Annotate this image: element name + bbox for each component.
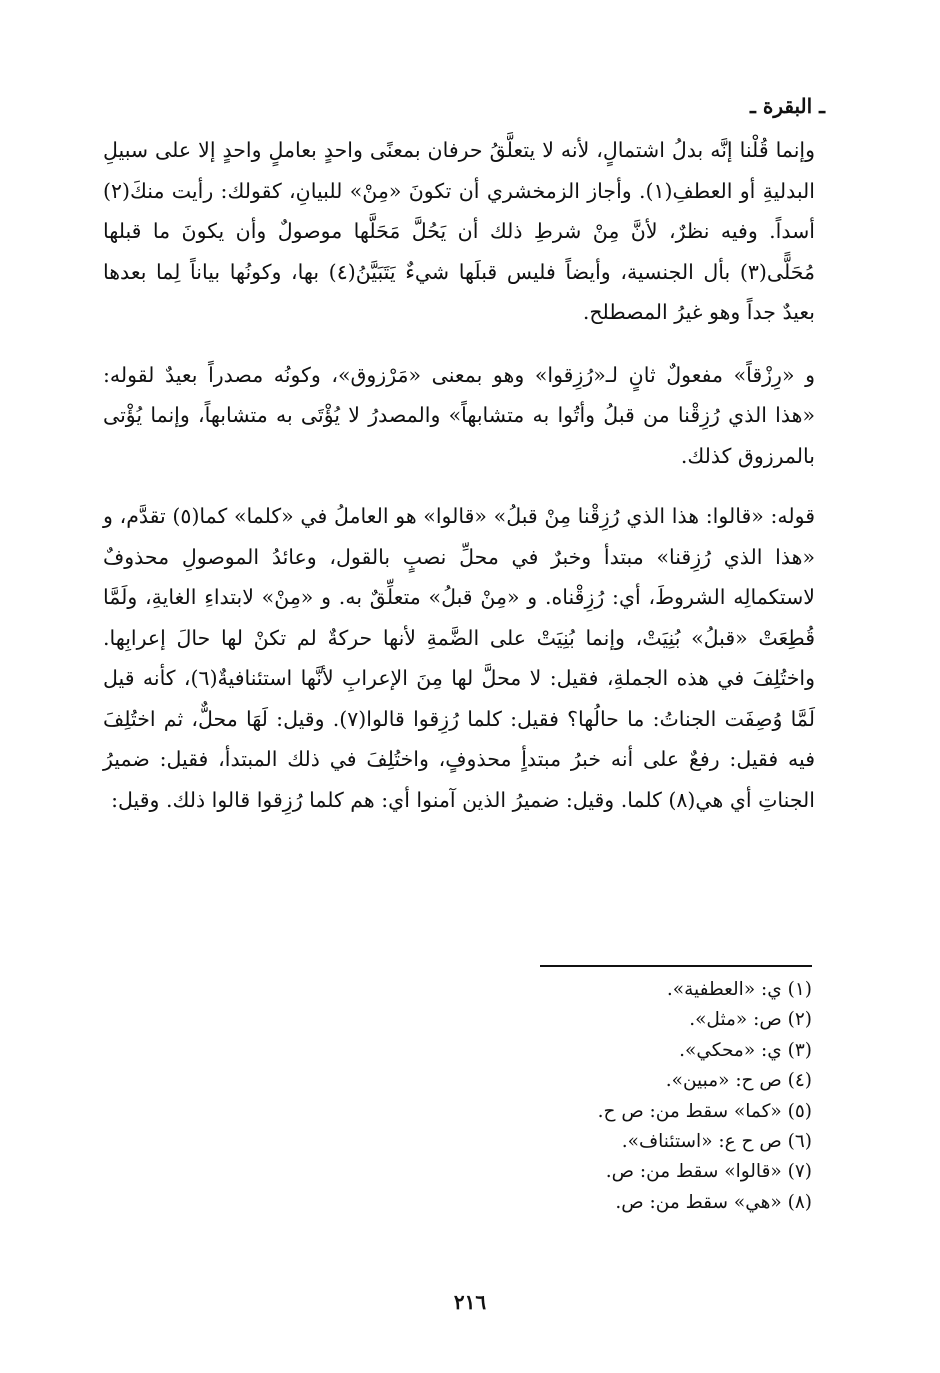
footnote-item: (٦) ص ح ع: «استئناف». (621, 1131, 812, 1153)
running-header: ـ البقرة ـ (750, 94, 825, 118)
page-number: ٢١٦ (453, 1290, 487, 1314)
paragraph: قوله: «قالوا: هذا الذي رُزِقْنا مِنْ قبلُ» «قالوا» هو العاملُ في «كلما» كما(٥) تقدَّم، و «هذا الذي رُزِقنا» مبتدأ وخبرٌ في محلِّ نصبٍ بالقول، وعائدُ الموصولِ محذوفٌ لاستكمالِه الشروطَ، أي: رُزِقْناه. و «مِنْ قبلُ» متعلِّقٌ به. و «مِنْ» لابتداءِ الغايةِ، ولَمَّا قُطِعَتْ «قبلُ» بُنِيَتْ، وإنما بُنِيَتْ على الضَّمةِ لأنها حركةٌ لم تكنْ لها حالَ إعرابِها. واختُلِفَ في هذه الجملةِ، فقيل: لا محلَّ لها مِنَ الإعرابِ لأنَّها استئنافيةٌ(٦)، كأنه قيل لَمَّا وُصِفَت الجناتُ: ما حالُها؟ فقيل: كلما رُزِقوا قالوا(٧). وقيل: لَهَا محلٌّ، ثم اختُلِفَ فيه فقيل: رفعٌ على أنه خبرُ مبتدأٍ محذوفٍ، واختُلِفَ في ذلك المبتدأ، فقيل: ضميرُ الجناتِ أي هي(٨) كلما. وقيل: ضميرُ الذين آمنوا أي: هم كلما رُزِقوا قالوا ذلك. وقيل: (103, 504, 816, 812)
footnote-item: (٢) ص: «مثل». (689, 1009, 812, 1031)
paragraph: وإنما قُلْنا إنَّه بدلُ اشتمالٍ، لأنه لا يتعلَّقُ حرفان بمعنًى واحدٍ بعاملٍ واحدٍ إلا على سبيلِ البدليةِ أو العطفِ(١). وأجاز الزمخشري أن تكونَ «مِنْ» للبيانِ، كقولك: رأيت منكَ(٢) أسداً. وفيه نظرٌ، لأنَّ مِنْ شرطِ ذلك أن يَحُلَّ مَحَلَّها موصولٌ وأن يكونَ ما قبلها مُحَلًّى(٣) بأل الجنسية، وأيضاً فليس قبلَها شيءٌ يَتَبَيَّنُ(٤) بها، وكونُها بياناً لِما بعدها بعيدٌ جداً وهو غيرُ المصطلح. (103, 138, 816, 324)
footnote-item: (٣) ي: «محكي». (679, 1039, 812, 1061)
main-text (103, 130, 815, 820)
paragraph: و «رِزْقاً» مفعولٌ ثانٍ لـ«رُزِقوا» وهو بمعنى «مَرْزوق»، وكونُه مصدراً بعيدٌ لقوله: «هذا الذي رُزِقْنا من قبلُ وأتُوا به متشابهاً» والمصدرُ لا يُؤْتَى به متشابهاً، وإنما يُؤْتى بالمرزوق كذلك. (103, 362, 815, 468)
footnote-item: (١) ي: «العطفية». (666, 979, 812, 1000)
footnote-item: (٤) ص ح: «مبين». (665, 1070, 812, 1092)
footnote-divider (540, 965, 812, 967)
footnote-item: (٨) «هي» سقط من: ص. (615, 1191, 812, 1213)
footnote-item: (٥) «كما» سقط من: ص ح. (597, 1100, 812, 1122)
paragraph-spacer (103, 333, 815, 355)
paragraph-spacer (103, 476, 815, 496)
footnotes-list (598, 975, 812, 1218)
footnote-item: (٧) «قالوا» سقط من: ص. (605, 1161, 812, 1183)
